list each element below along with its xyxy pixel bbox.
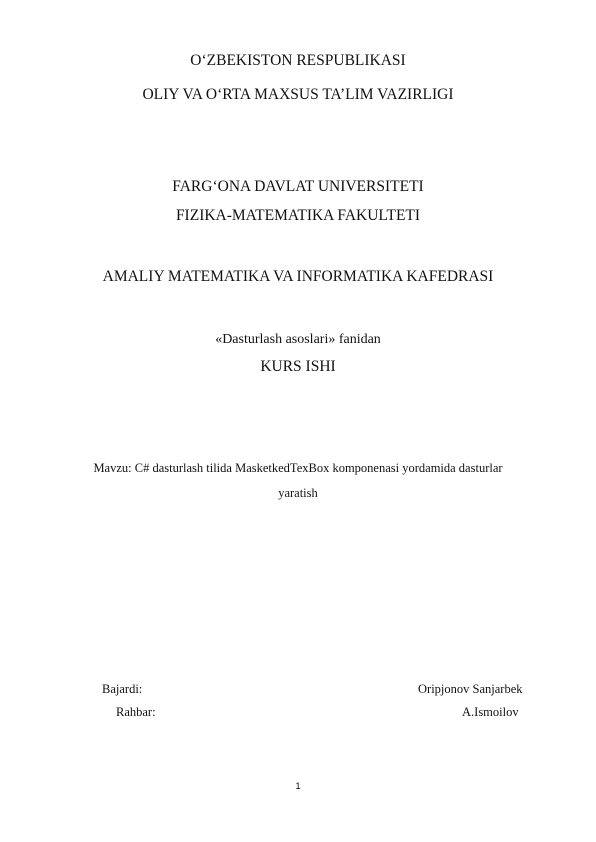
subject-line: «Dasturlash asoslari» fanidan xyxy=(215,332,381,347)
page-number: 1 xyxy=(295,781,301,792)
university-heading: FARG‘ONA DAVLAT UNIVERSITETI xyxy=(172,178,424,195)
faculty-heading: FIZIKA-MATEMATIKA FAKULTETI xyxy=(175,207,421,224)
supervisor-name: A.Ismoilov xyxy=(462,705,519,719)
performed-by-label: Bajardi: xyxy=(102,682,143,696)
supervisor-label: Rahbar: xyxy=(116,705,156,719)
topic-line-2: yaratish xyxy=(278,486,318,500)
work-type-heading: KURS ISHI xyxy=(260,358,336,375)
department-heading: AMALIY MATEMATIKA VA INFORMATIKA KAFEDRASI xyxy=(102,268,494,285)
topic-line-1: Mavzu: C# dasturlash tilida MasketkedTexBox komponenasi yordamida dasturlar xyxy=(93,461,503,475)
performed-by-name: Oripjonov Sanjarbek xyxy=(418,682,523,696)
ministry-heading: OLIY VA O‘RTA MAXSUS TA’LIM VAZIRLIGI xyxy=(142,86,454,103)
republic-heading: O‘ZBEKISTON RESPUBLIKASI xyxy=(190,52,406,69)
